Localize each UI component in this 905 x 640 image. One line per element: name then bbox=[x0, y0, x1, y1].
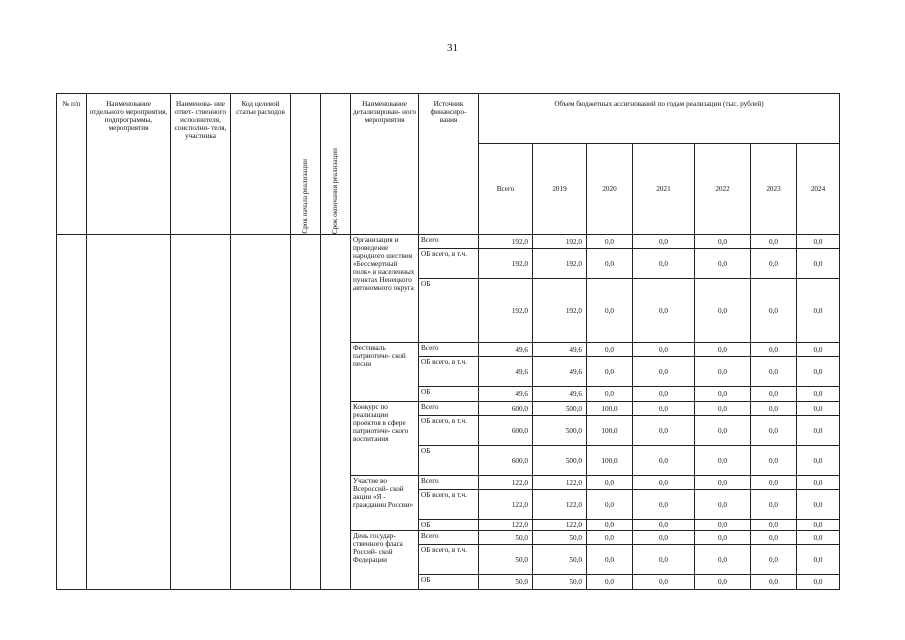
value-cell-2020: 0,0 bbox=[587, 387, 633, 402]
event-name: День государ- ственного флага Россий- ской Федерации bbox=[351, 531, 419, 590]
header-detail: Наименование детализирован- ного мероприятия bbox=[351, 94, 419, 235]
header-executor: Наименова- ние ответ- ственного исполнителя, соисполни- теля, участника bbox=[171, 94, 231, 235]
value-cell-2023: 0,0 bbox=[751, 343, 797, 357]
value-cell-2019: 122,0 bbox=[533, 476, 587, 490]
value-cell-2019: 122,0 bbox=[533, 490, 587, 520]
value-cell-2024: 0,0 bbox=[797, 249, 840, 279]
value-cell-2024: 0,0 bbox=[797, 531, 840, 545]
value-cell-2021: 0,0 bbox=[633, 446, 695, 476]
value-cell-2020: 0,0 bbox=[587, 235, 633, 249]
value-cell-2024: 0,0 bbox=[797, 545, 840, 575]
value-cell-total: 192,0 bbox=[479, 279, 533, 343]
value-cell-2022: 0,0 bbox=[695, 446, 751, 476]
value-cell-2021: 0,0 bbox=[633, 545, 695, 575]
value-cell-2022: 0,0 bbox=[695, 575, 751, 590]
value-cell-2022: 0,0 bbox=[695, 357, 751, 387]
value-cell-total: 49,6 bbox=[479, 343, 533, 357]
value-cell-total: 122,0 bbox=[479, 476, 533, 490]
value-cell-2019: 122,0 bbox=[533, 520, 587, 531]
value-cell-2022: 0,0 bbox=[695, 387, 751, 402]
value-cell-2023: 0,0 bbox=[751, 235, 797, 249]
value-cell-2023: 0,0 bbox=[751, 490, 797, 520]
value-cell-2020: 0,0 bbox=[587, 531, 633, 545]
header-end-label: Срок окончания реализации bbox=[331, 147, 339, 234]
value-cell-2022: 0,0 bbox=[695, 490, 751, 520]
value-cell-2020: 0,0 bbox=[587, 490, 633, 520]
value-cell-2020: 0,0 bbox=[587, 343, 633, 357]
value-cell-2019: 50,0 bbox=[533, 545, 587, 575]
value-cell-2022: 0,0 bbox=[695, 531, 751, 545]
value-cell-2020: 100,0 bbox=[587, 446, 633, 476]
value-cell-2024: 0,0 bbox=[797, 279, 840, 343]
header-source: Источник финансиро- вания bbox=[419, 94, 479, 235]
col-header-2022: 2022 bbox=[695, 144, 751, 235]
col-header-2024: 2024 bbox=[797, 144, 840, 235]
value-cell-2020: 0,0 bbox=[587, 520, 633, 531]
value-cell-2019: 49,6 bbox=[533, 357, 587, 387]
value-cell-2021: 0,0 bbox=[633, 490, 695, 520]
value-cell-2021: 0,0 bbox=[633, 279, 695, 343]
value-cell-2022: 0,0 bbox=[695, 476, 751, 490]
value-cell-2024: 0,0 bbox=[797, 490, 840, 520]
value-cell-2023: 0,0 bbox=[751, 249, 797, 279]
source-cell: ОБ всего, в т.ч. bbox=[419, 357, 479, 387]
value-cell-2023: 0,0 bbox=[751, 279, 797, 343]
value-cell-2020: 0,0 bbox=[587, 545, 633, 575]
num-body-cell bbox=[57, 235, 87, 590]
value-cell-2019: 500,0 bbox=[533, 402, 587, 416]
value-cell-2023: 0,0 bbox=[751, 402, 797, 416]
source-cell: ОБ всего, в т.ч. bbox=[419, 490, 479, 520]
value-cell-2020: 0,0 bbox=[587, 279, 633, 343]
value-cell-2020: 100,0 bbox=[587, 416, 633, 446]
value-cell-2023: 0,0 bbox=[751, 446, 797, 476]
source-cell: ОБ bbox=[419, 446, 479, 476]
name-body-cell bbox=[87, 235, 171, 590]
col-header-2021: 2021 bbox=[633, 144, 695, 235]
header-start-label: Срок начала реализации bbox=[301, 159, 309, 234]
source-cell: ОБ bbox=[419, 520, 479, 531]
value-cell-2023: 0,0 bbox=[751, 575, 797, 590]
header-budget-group: Объем бюджетных ассигнований по годам реализации (тыс. рублей) bbox=[479, 94, 840, 144]
value-cell-2022: 0,0 bbox=[695, 416, 751, 446]
source-cell: Всего bbox=[419, 531, 479, 545]
value-cell-2019: 192,0 bbox=[533, 279, 587, 343]
value-cell-2021: 0,0 bbox=[633, 575, 695, 590]
value-cell-2023: 0,0 bbox=[751, 520, 797, 531]
value-cell-2021: 0,0 bbox=[633, 476, 695, 490]
source-cell: ОБ всего, в т.ч. bbox=[419, 545, 479, 575]
value-cell-2022: 0,0 bbox=[695, 343, 751, 357]
value-cell-total: 192,0 bbox=[479, 249, 533, 279]
value-cell-2023: 0,0 bbox=[751, 545, 797, 575]
value-cell-2019: 500,0 bbox=[533, 446, 587, 476]
end-body-cell bbox=[321, 235, 351, 590]
executor-body-cell bbox=[171, 235, 231, 590]
event-name: Конкурс по реализации проектов в сфере патриотиче- ского воспитания bbox=[351, 402, 419, 476]
col-header-total: Всего bbox=[479, 144, 533, 235]
page-number: 31 bbox=[447, 42, 458, 54]
value-cell-total: 122,0 bbox=[479, 520, 533, 531]
value-cell-2019: 49,6 bbox=[533, 387, 587, 402]
value-cell-2024: 0,0 bbox=[797, 235, 840, 249]
source-cell: ОБ bbox=[419, 279, 479, 343]
value-cell-total: 600,0 bbox=[479, 402, 533, 416]
event-name: Участие во Всероссий- ской акции «Я - гражданин России» bbox=[351, 476, 419, 531]
value-cell-2022: 0,0 bbox=[695, 545, 751, 575]
value-cell-2024: 0,0 bbox=[797, 343, 840, 357]
source-cell: Всего bbox=[419, 235, 479, 249]
value-cell-2020: 100,0 bbox=[587, 402, 633, 416]
value-cell-2021: 0,0 bbox=[633, 387, 695, 402]
value-cell-total: 50,0 bbox=[479, 545, 533, 575]
value-cell-2023: 0,0 bbox=[751, 531, 797, 545]
value-cell-2019: 49,6 bbox=[533, 343, 587, 357]
value-cell-2019: 50,0 bbox=[533, 531, 587, 545]
header-end bbox=[321, 94, 351, 235]
value-cell-2021: 0,0 bbox=[633, 235, 695, 249]
source-cell: ОБ bbox=[419, 387, 479, 402]
value-cell-2022: 0,0 bbox=[695, 249, 751, 279]
value-cell-total: 50,0 bbox=[479, 575, 533, 590]
header-start bbox=[291, 94, 321, 235]
value-cell-total: 49,6 bbox=[479, 387, 533, 402]
source-cell: ОБ всего, в т.ч. bbox=[419, 249, 479, 279]
event-name: Организация и проведение народного шествия «Бессмертный полк» в населенных пунктах Ненецкого автономного округа bbox=[351, 235, 419, 343]
value-cell-total: 600,0 bbox=[479, 416, 533, 446]
value-cell-2024: 0,0 bbox=[797, 575, 840, 590]
code-body-cell bbox=[231, 235, 291, 590]
value-cell-2024: 0,0 bbox=[797, 402, 840, 416]
col-header-2019: 2019 bbox=[533, 144, 587, 235]
header-num: № п/п bbox=[57, 94, 87, 235]
value-cell-2022: 0,0 bbox=[695, 279, 751, 343]
source-cell: ОБ bbox=[419, 575, 479, 590]
value-cell-2024: 0,0 bbox=[797, 416, 840, 446]
value-cell-2022: 0,0 bbox=[695, 520, 751, 531]
source-cell: ОБ всего, в т.ч. bbox=[419, 416, 479, 446]
value-cell-total: 192,0 bbox=[479, 235, 533, 249]
value-cell-total: 600,0 bbox=[479, 446, 533, 476]
value-cell-2024: 0,0 bbox=[797, 387, 840, 402]
value-cell-2022: 0,0 bbox=[695, 402, 751, 416]
value-cell-2024: 0,0 bbox=[797, 357, 840, 387]
value-cell-2021: 0,0 bbox=[633, 343, 695, 357]
header-code: Код целевой статьи расходов bbox=[231, 94, 291, 235]
value-cell-2019: 500,0 bbox=[533, 416, 587, 446]
event-name: Фестиваль патриотиче- ской песни bbox=[351, 343, 419, 402]
value-cell-2021: 0,0 bbox=[633, 249, 695, 279]
budget-table bbox=[56, 93, 840, 590]
start-body-cell bbox=[291, 235, 321, 590]
value-cell-2024: 0,0 bbox=[797, 446, 840, 476]
value-cell-2023: 0,0 bbox=[751, 416, 797, 446]
value-cell-2020: 0,0 bbox=[587, 476, 633, 490]
source-cell: Всего bbox=[419, 402, 479, 416]
value-cell-2024: 0,0 bbox=[797, 520, 840, 531]
value-cell-2019: 192,0 bbox=[533, 249, 587, 279]
value-cell-2023: 0,0 bbox=[751, 357, 797, 387]
value-cell-2021: 0,0 bbox=[633, 531, 695, 545]
source-cell: Всего bbox=[419, 343, 479, 357]
value-cell-2024: 0,0 bbox=[797, 476, 840, 490]
value-cell-2020: 0,0 bbox=[587, 357, 633, 387]
value-cell-total: 49,6 bbox=[479, 357, 533, 387]
value-cell-2023: 0,0 bbox=[751, 387, 797, 402]
value-cell-2019: 192,0 bbox=[533, 235, 587, 249]
value-cell-2019: 50,0 bbox=[533, 575, 587, 590]
col-header-2020: 2020 bbox=[587, 144, 633, 235]
value-cell-2021: 0,0 bbox=[633, 416, 695, 446]
col-header-2023: 2023 bbox=[751, 144, 797, 235]
value-cell-2020: 0,0 bbox=[587, 575, 633, 590]
value-cell-total: 50,0 bbox=[479, 531, 533, 545]
header-row-1 bbox=[57, 94, 840, 144]
value-cell-2021: 0,0 bbox=[633, 357, 695, 387]
source-cell: Всего bbox=[419, 476, 479, 490]
header-name: Наименование отдельного мероприятия, подпрограммы, мероприятия bbox=[87, 94, 171, 235]
value-cell-2022: 0,0 bbox=[695, 235, 751, 249]
value-cell-2021: 0,0 bbox=[633, 402, 695, 416]
value-cell-2023: 0,0 bbox=[751, 476, 797, 490]
value-cell-2021: 0,0 bbox=[633, 520, 695, 531]
value-cell-2020: 0,0 bbox=[587, 249, 633, 279]
value-cell-total: 122,0 bbox=[479, 490, 533, 520]
table-row bbox=[57, 235, 840, 249]
